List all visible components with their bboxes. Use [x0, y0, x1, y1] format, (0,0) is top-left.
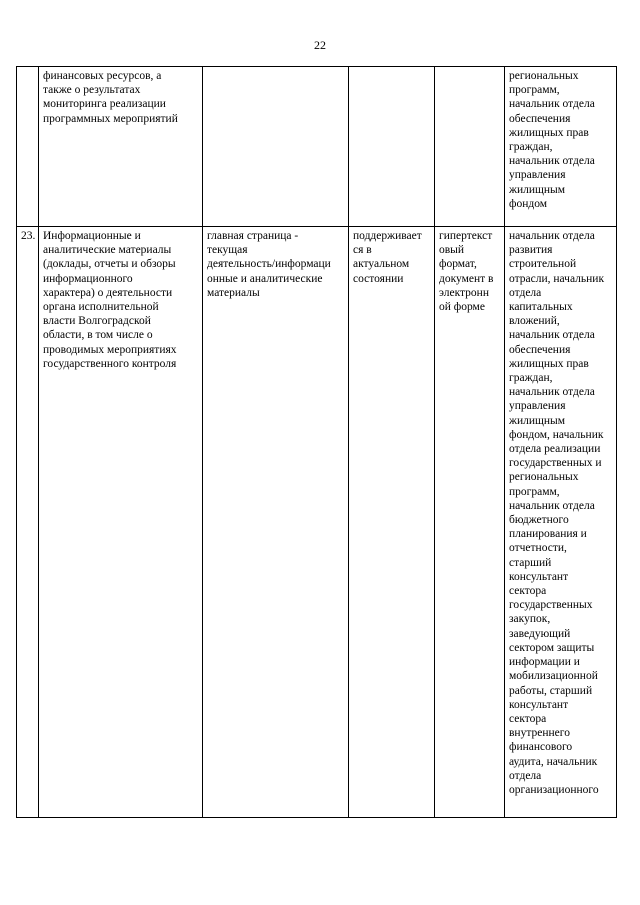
row-number: 23.: [21, 230, 36, 242]
update-frequency-cell: [349, 227, 435, 818]
responsible: региональных программ, начальник отдела обеспечения жилищных прав граждан, начальник отдела управления жилищным фондом: [509, 70, 595, 210]
format-cell: [435, 67, 505, 227]
document-table: [16, 66, 617, 818]
row-number-cell: [17, 67, 39, 227]
responsible-cell: [505, 67, 617, 227]
responsible: начальник отдела развития строительной отрасли, начальник отдела капитальных вложений, начальник отдела обеспечения жилищных прав граждан, начальник отдела управления жилищным фондом, начальник отдела реализации государственных и региональных программ, начальник отдела бюджетного планирования и отчетности, старший консультант сектора государственных закупок, заведующий сектором защиты информации и мобилизационной работы, старший консультант сектора внутреннего финансового аудита, начальник отдела организационного: [509, 230, 605, 796]
format-cell: [435, 227, 505, 818]
site-section: главная страница - текущая деятельность/информаци онные и аналитические материалы: [207, 230, 331, 299]
update-frequency: поддерживает ся в актуальном состоянии: [353, 230, 422, 285]
table-row: [17, 67, 617, 227]
info-name: Информационные и аналитические материалы (доклады, отчеты и обзоры информационного характера) о деятельности органа исполнительной власти Волгоградской области, в том числе о проводимых мероприятиях государственного контроля: [43, 230, 177, 370]
info-name-cell: [39, 67, 203, 227]
row-number-cell: [17, 227, 39, 818]
table-row: [17, 227, 617, 818]
update-frequency-cell: [349, 67, 435, 227]
site-section-cell: [203, 227, 349, 818]
responsible-cell: [505, 227, 617, 818]
info-name: финансовых ресурсов, а также о результатах мониторинга реализации программных мероприятий: [43, 70, 178, 125]
site-section-cell: [203, 67, 349, 227]
format: гипертекст овый формат, документ в электронн ой форме: [439, 230, 494, 314]
info-name-cell: [39, 227, 203, 818]
page-number: 22: [314, 38, 326, 52]
